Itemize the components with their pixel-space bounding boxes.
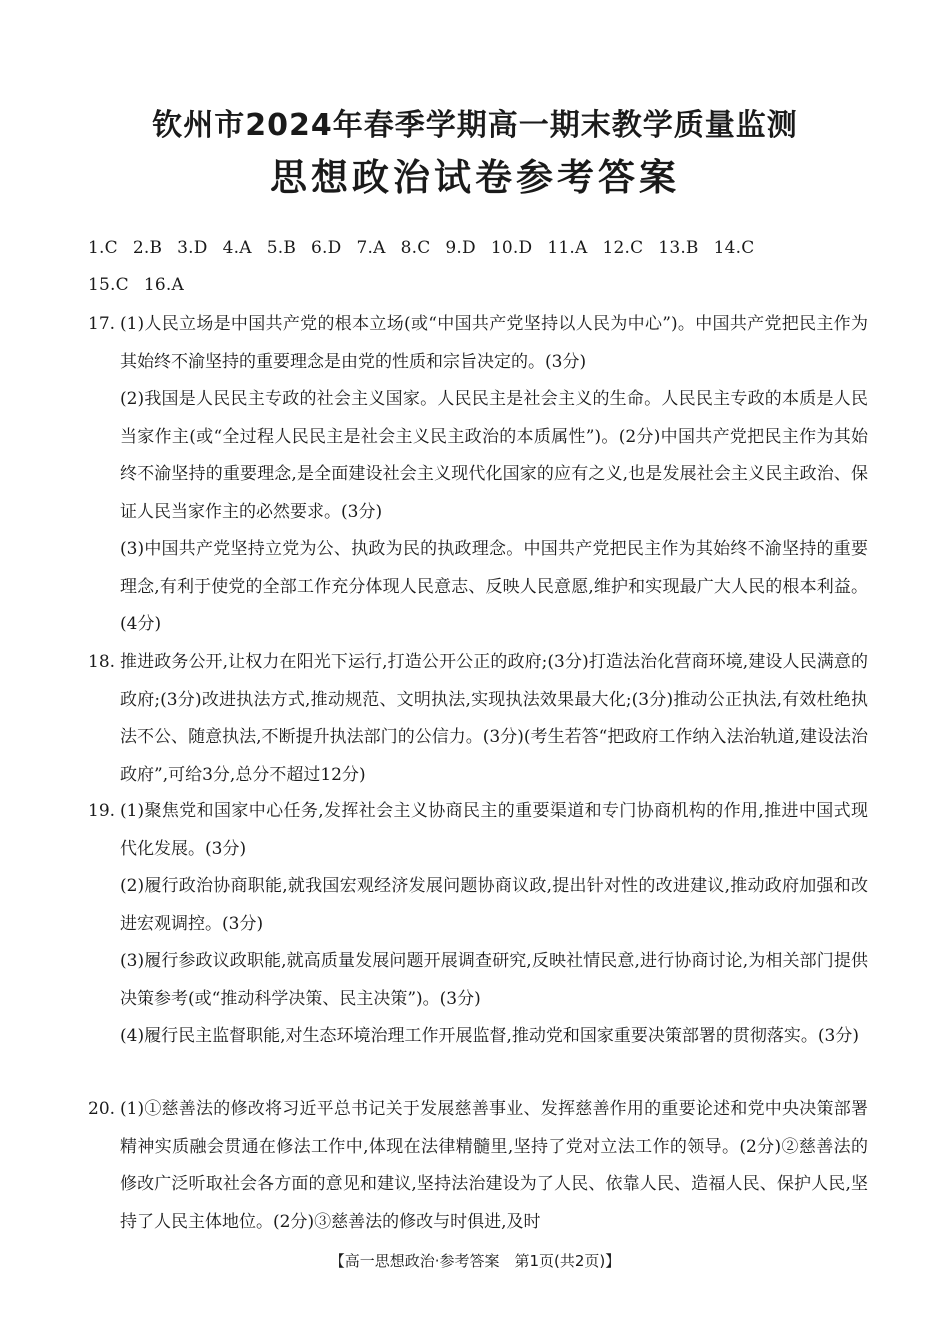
choice-answer: 12.C	[602, 238, 644, 258]
answer-paragraph: (2)履行政治协商职能,就我国宏观经济发展问题协商议政,提出针对性的改进建议,推动政府加强和改进宏观调控。(3分)	[120, 876, 868, 934]
choice-answer: 2.B	[132, 238, 163, 258]
exam-title: 钦州市2024年春季学期高一期末教学质量监测	[152, 108, 798, 143]
answer-paragraph: (1)①慈善法的修改将习近平总书记关于发展慈善事业、发挥慈善作用的重要论述和党中央决策部署精神实质融会贯通在修法工作中,体现在法律精髓里,坚持了党对立法工作的领导。(2分)②慈善法的修改广泛听取社会各方面的意见和建议,坚持法治建设为了人民、依靠人民、造福人民、保护人民,坚持了人民主体地位。(2分)③慈善法的修改与时俱进,及时	[120, 1099, 868, 1232]
question-number: 18.	[88, 652, 116, 672]
question-number: 17.	[88, 314, 116, 334]
choice-answer: 1.C	[88, 238, 118, 258]
question-17	[88, 306, 868, 644]
choice-answer: 9.D	[445, 238, 476, 258]
answer-paragraph: (4)履行民主监督职能,对生态环境治理工作开展监督,推动党和国家重要决策部署的贯彻落实。(3分)	[120, 1026, 859, 1046]
choice-answer: 7.A	[356, 238, 386, 258]
choice-answer: 8.C	[400, 238, 431, 258]
choice-answer: 4.A	[222, 238, 252, 258]
answer-paragraph: 推进政务公开,让权力在阳光下运行,打造公开公正的政府;(3分)打造法治化营商环境,建设人民满意的政府;(3分)改进执法方式,推动规范、文明执法,实现执法效果最大化;(3分)推动公正执法,有效杜绝执法不公、随意执法,不断提升执法部门的公信力。(3分)(考生若答“把政府工作纳入法治轨道,建设法治政府”,可给3分,总分不超过12分)	[120, 652, 868, 785]
question-number: 20.	[88, 1099, 116, 1119]
answer-key-title: 思想政治试卷参考答案	[270, 156, 680, 199]
choice-answer: 10.D	[490, 238, 533, 258]
choice-answer: 14.C	[713, 238, 755, 258]
choice-answer: 3.D	[177, 238, 208, 258]
multiple-choice-answers-row-2	[88, 275, 199, 295]
multiple-choice-answers-row-1	[88, 238, 769, 258]
answer-paragraph: (3)中国共产党坚持立党为公、执政为民的执政理念。中国共产党把民主作为其始终不渝坚持的重要理念,有利于使党的全部工作充分体现人民意志、反映人民意愿,维护和实现最广大人民的根本利益。(4分)	[120, 539, 868, 634]
answer-paragraph: (1)聚焦党和国家中心任务,发挥社会主义协商民主的重要渠道和专门协商机构的作用,推进中国式现代化发展。(3分)	[120, 801, 868, 859]
question-20	[88, 1091, 868, 1241]
question-19	[88, 793, 868, 1056]
choice-answer: 5.B	[266, 238, 297, 258]
choice-answer: 13.B	[658, 238, 699, 258]
choice-answer: 11.A	[547, 238, 588, 258]
choice-answer: 15.C	[88, 275, 129, 295]
choice-answer: 6.D	[311, 238, 342, 258]
answer-paragraph: (3)履行参政议政职能,就高质量发展问题开展调查研究,反映社情民意,进行协商讨论,为相关部门提供决策参考(或“推动科学决策、民主决策”)。(3分)	[120, 951, 868, 1009]
answer-paragraph: (2)我国是人民民主专政的社会主义国家。人民民主是社会主义的生命。人民民主专政的本质是人民当家作主(或“全过程人民民主是社会主义民主政治的本质属性”)。(2分)中国共产党把民主作为其始终不渝坚持的重要理念,是全面建设社会主义现代化国家的应有之义,也是发展社会主义民主政治、保证人民当家作主的必然要求。(3分)	[120, 389, 868, 522]
choice-answer: 16.A	[143, 275, 184, 295]
answer-paragraph: (1)人民立场是中国共产党的根本立场(或“中国共产党坚持以人民为中心”)。中国共产党把民主作为其始终不渝坚持的重要理念是由党的性质和宗旨决定的。(3分)	[120, 314, 868, 372]
question-18	[88, 644, 868, 794]
page-footer: 【高一思想政治·参考答案 第1页(共2页)】	[329, 1252, 621, 1270]
question-number: 19.	[88, 801, 116, 821]
